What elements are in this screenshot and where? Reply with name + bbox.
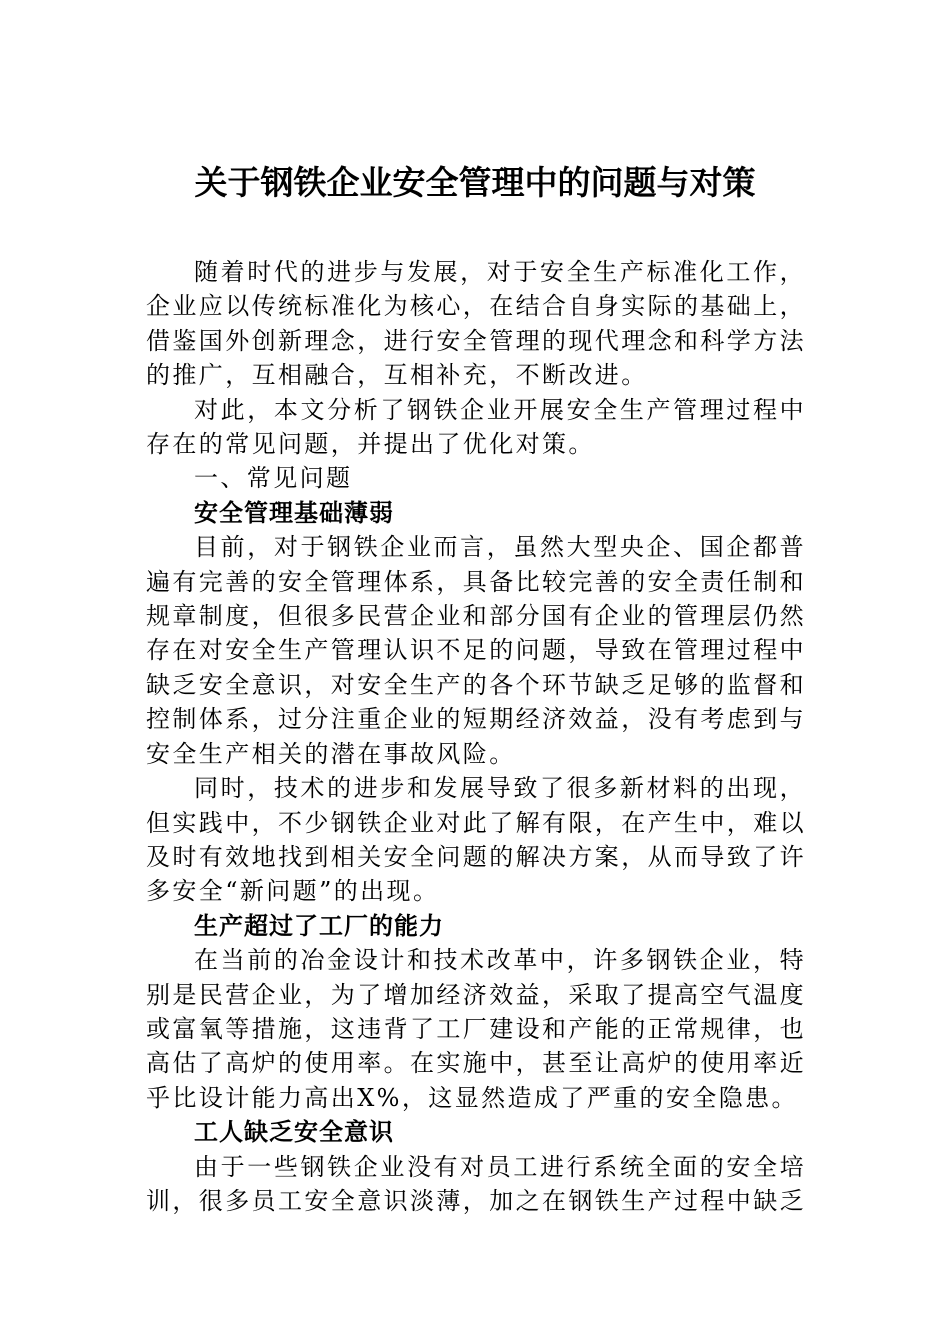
subheading-weak-foundation: 安全管理基础薄弱 (194, 497, 394, 527)
paragraph-weak-foundation: 目前，对于钢铁企业而言，虽然大型央企、国企都普遍有完善的安全管理体系，具备比较完善的安全责任制和规章制度，但很多民营企业和部分国有企业的管理层仍然存在对安全生产管理认识不足的问题，导致在管理过程中缺乏安全意识，对安全生产的各个环节缺乏足够的监督和控制体系，过分注重企业的短期经济效益，没有考虑到与安全生产相关的潜在事故风险。 (146, 533, 806, 768)
document-title: 关于钢铁企业安全管理中的问题与对策 (194, 163, 756, 202)
paragraph-purpose: 对此，本文分析了钢铁企业开展安全生产管理过程中存在的常见问题，并提出了优化对策。 (146, 395, 806, 459)
section-heading-common-problems: 一、常见问题 (194, 464, 353, 493)
subheading-overcapacity: 生产超过了工厂的能力 (194, 910, 444, 940)
subheading-safety-awareness: 工人缺乏安全意识 (194, 1117, 394, 1147)
paragraph-intro: 随着时代的进步与发展，对于安全生产标准化工作，企业应以传统标准化为核心，在结合自身实际的基础上，借鉴国外创新理念，进行安全管理的现代理念和科学方法的推广，互相融合，互相补充，不断改进。 (146, 258, 806, 390)
paragraph-overcapacity: 在当前的冶金设计和技术改革中，许多钢铁企业，特别是民营企业，为了增加经济效益，采取了提高空气温度或富氧等措施，这违背了工厂建设和产能的正常规律，也高估了高炉的使用率。在实施中，甚至让高炉的使用率近乎比设计能力高出X%，这显然造成了严重的安全隐患。 (146, 946, 806, 1112)
document-body (146, 255, 806, 1218)
paragraph-new-materials: 同时，技术的进步和发展导致了很多新材料的出现，但实践中，不少钢铁企业对此了解有限，在产生中，难以及时有效地找到相关安全问题的解决方案，从而导致了许多安全“新问题”的出现。 (146, 774, 806, 906)
paragraph-safety-awareness: 由于一些钢铁企业没有对员工进行系统全面的安全培训，很多员工安全意识淡薄，加之在钢铁生产过程中缺乏 (146, 1152, 806, 1215)
